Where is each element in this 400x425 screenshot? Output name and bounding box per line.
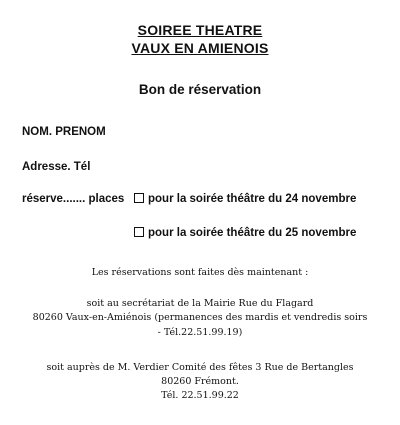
verdier-line-3: Tél. 22.51.99.22: [161, 390, 239, 401]
option-24-label: pour la soirée théâtre du 24 novembre: [148, 193, 357, 205]
form-subtitle: Bon de réservation: [138, 82, 262, 97]
places-field-label: réserve....... places: [22, 193, 125, 205]
mairie-line-3: - Tél.22.51.99.19): [157, 327, 243, 338]
checkbox-24-november[interactable]: [134, 193, 144, 203]
mairie-line-2: 80260 Vaux-en-Amiénois (permanences des mardis et vendredis soirs: [32, 312, 368, 323]
option-24-november[interactable]: [134, 193, 356, 205]
verdier-line-1: soit auprès de M. Verdier Comité des fêtes 3 Rue de Bertangles: [46, 362, 354, 373]
title-line-2: VAUX EN AMIENOIS: [131, 40, 269, 56]
name-field-label: NOM. PRENOM: [22, 126, 106, 138]
reservations-intro: Les réservations sont faites dès maintenant :: [91, 267, 309, 278]
option-25-november[interactable]: [134, 227, 356, 239]
title-line-1: SOIREE THEATRE: [137, 22, 263, 38]
option-25-label: pour la soirée théâtre du 25 novembre: [148, 227, 357, 239]
address-field-label: Adresse. Tél: [22, 161, 91, 173]
checkbox-25-november[interactable]: [134, 227, 144, 237]
mairie-line-1: soit au secrétariat de la Mairie Rue du Flagard: [86, 298, 314, 309]
verdier-line-2: 80260 Frémont.: [161, 376, 239, 387]
